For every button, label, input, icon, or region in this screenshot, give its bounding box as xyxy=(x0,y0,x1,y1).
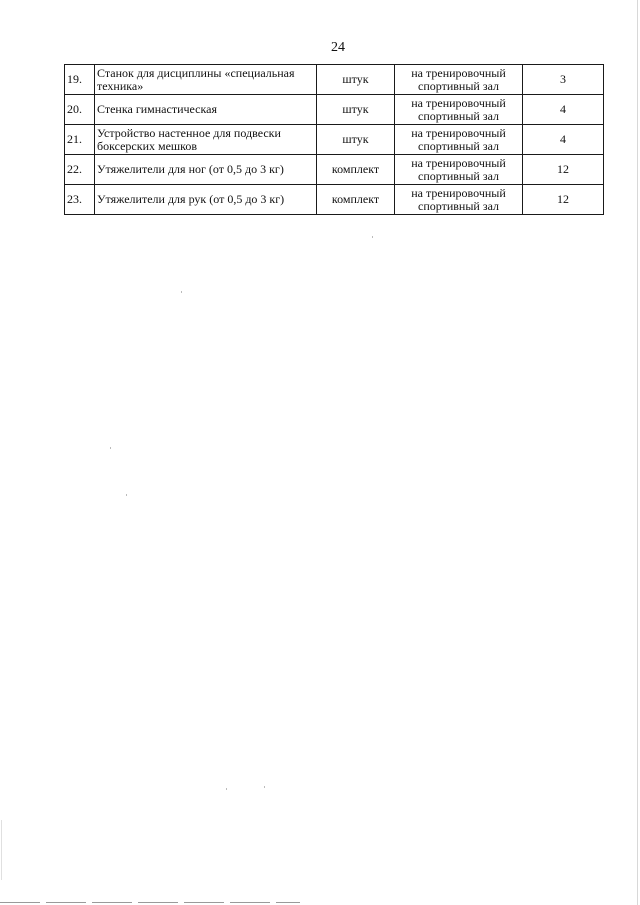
scan-speck xyxy=(372,236,373,238)
scan-speck xyxy=(110,447,111,449)
equipment-name: Утяжелители для рук (от 0,5 до 3 кг) xyxy=(95,185,317,215)
row-number: 20. xyxy=(65,95,95,125)
table-row xyxy=(65,95,604,125)
quantity: 4 xyxy=(523,125,604,155)
table-row xyxy=(65,125,604,155)
unit-of-measure: штук xyxy=(317,95,395,125)
unit-of-measure: комплект xyxy=(317,155,395,185)
table-row xyxy=(65,155,604,185)
unit-of-measure: штук xyxy=(317,65,395,95)
equipment-name: Устройство настенное для подвески боксерских мешков xyxy=(95,125,317,155)
quantity: 12 xyxy=(523,185,604,215)
quantity: 4 xyxy=(523,95,604,125)
unit-of-measure: комплект xyxy=(317,185,395,215)
row-number: 19. xyxy=(65,65,95,95)
quantity: 3 xyxy=(523,65,604,95)
row-number: 23. xyxy=(65,185,95,215)
row-number: 21. xyxy=(65,125,95,155)
scan-edge xyxy=(1,820,2,880)
calculation-unit: на тренировочный спортивный зал xyxy=(395,65,523,95)
scan-speck xyxy=(181,291,182,293)
calculation-unit: на тренировочный спортивный зал xyxy=(395,185,523,215)
equipment-name: Стенка гимнастическая xyxy=(95,95,317,125)
scan-edge xyxy=(0,902,300,903)
equipment-name: Станок для дисциплины «специальная техника» xyxy=(95,65,317,95)
equipment-name: Утяжелители для ног (от 0,5 до 3 кг) xyxy=(95,155,317,185)
scan-edge xyxy=(637,0,638,905)
calculation-unit: на тренировочный спортивный зал xyxy=(395,125,523,155)
calculation-unit: на тренировочный спортивный зал xyxy=(395,155,523,185)
table-row xyxy=(65,65,604,95)
scan-speck xyxy=(226,788,227,790)
row-number: 22. xyxy=(65,155,95,185)
scan-speck xyxy=(126,494,127,496)
equipment-table xyxy=(64,64,604,215)
table-row xyxy=(65,185,604,215)
scan-speck xyxy=(264,786,265,788)
page-number: 24 xyxy=(331,40,345,55)
unit-of-measure: штук xyxy=(317,125,395,155)
quantity: 12 xyxy=(523,155,604,185)
calculation-unit: на тренировочный спортивный зал xyxy=(395,95,523,125)
